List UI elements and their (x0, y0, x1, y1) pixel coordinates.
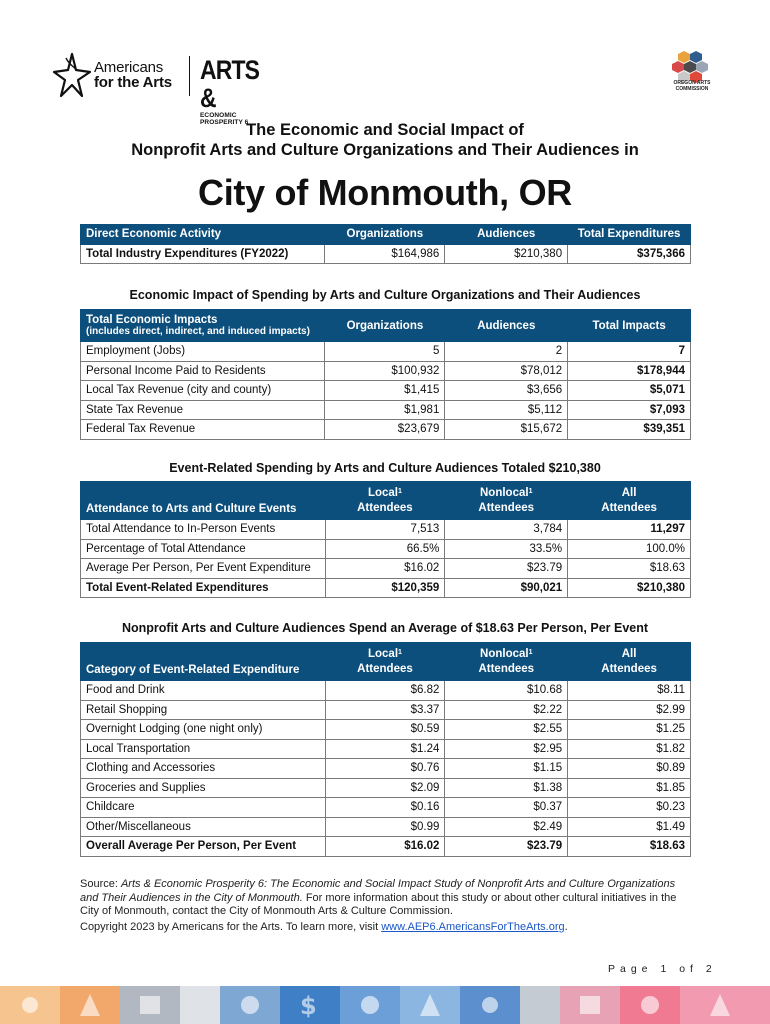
table-row: Employment (Jobs) 5 2 7 (81, 342, 691, 362)
table-header-row (81, 225, 691, 245)
report-title (0, 120, 770, 214)
table-row: Average Per Person, Per Event Expenditure $16.02 $23.79 $18.63 (81, 559, 691, 579)
table-row: Total Attendance to In-Person Events 7,513 3,784 11,297 (81, 520, 691, 540)
cell-value: $375,366 (568, 244, 691, 264)
table-row: Personal Income Paid to Residents $100,932 $78,012 $178,944 (81, 361, 691, 381)
americans-for-the-arts-logo (52, 52, 182, 100)
column-header-all: All Attendees (568, 482, 691, 520)
table-row: Retail Shopping $3.37 $2.22 $2.99 (81, 700, 691, 720)
table-row: Local Tax Revenue (city and county) $1,415 $3,656 $5,071 (81, 381, 691, 401)
table-total-row: Total Event-Related Expenditures $120,359 $90,021 $210,380 (81, 578, 691, 598)
table-row: Percentage of Total Attendance 66.5% 33.5% 100.0% (81, 539, 691, 559)
table-row (81, 244, 691, 264)
svg-text:$: $ (300, 992, 317, 1020)
table-header-row (81, 643, 691, 681)
column-header: Attendance to Arts and Culture Events (81, 482, 326, 520)
table-row: State Tax Revenue $1,981 $5,112 $7,093 (81, 400, 691, 420)
table-row: Other/Miscellaneous $0.99 $2.49 $1.49 (81, 817, 691, 837)
arts-economic-prosperity-logo (200, 55, 280, 126)
table-row: Food and Drink $6.82 $10.68 $8.11 (81, 681, 691, 701)
decorative-footer-band (0, 986, 770, 1024)
source-note: Source: Arts & Economic Prosperity 6: The Economic and Social Impact Study of Nonprofit Arts and Culture Organizations and Their Audiences in the City of Monmouth. For more information about this study or about other cultural initiatives in the City of Monmouth, contact the City of Monmouth Arts & Culture Commission. (80, 878, 677, 917)
table-row: Clothing and Accessories $0.76 $1.15 $0.89 (81, 759, 691, 779)
afta-line2: for the Arts (94, 74, 172, 91)
title-line-2: Nonprofit Arts and Culture Organizations and Their Audiences in (131, 141, 639, 159)
aep-logo-subtitle: ECONOMIC PROSPERITY 6 (200, 112, 249, 126)
table-row: Groceries and Supplies $2.09 $1.38 $1.85 (81, 778, 691, 798)
aep-logo-title: ARTS & (200, 55, 260, 113)
event-related-spending-table (80, 481, 691, 598)
column-header-nonlocal: Nonlocal$^1$ Attendees (445, 643, 568, 681)
spend-section-title: Nonprofit Arts and Culture Audiences Spend an Average of $18.63 Per Person, Per Event (121, 621, 649, 635)
table-row: Overnight Lodging (one night only) $0.59 $2.55 $1.25 (81, 720, 691, 740)
direct-economic-activity-table (80, 224, 691, 264)
cell-value: $164,986 (325, 244, 445, 264)
title-line-1: The Economic and Social Impact of (246, 121, 524, 139)
aep6-website-link[interactable]: www.AEP6.AmericansForTheArts.org (381, 921, 565, 933)
economic-impact-table (80, 309, 691, 440)
star-logo-icon (52, 52, 92, 98)
city-heading: City of Monmouth, OR (198, 172, 572, 213)
impact-section-title: Economic Impact of Spending by Arts and Culture Organizations and Their Audiences (129, 288, 641, 302)
copyright-note: Copyright 2023 by Americans for the Arts. To learn more, visit www.AEP6.AmericansForTheArts.org. (80, 921, 568, 933)
cell-value: $210,380 (445, 244, 568, 264)
source-title: Arts & Economic Prosperity 6: The Economic and Social Impact Study of Nonprofit Arts and Culture Organizations and Their Audiences in the City of Monmouth. (80, 878, 676, 904)
column-header: Organizations (325, 225, 445, 245)
table-row: Childcare $0.16 $0.37 $0.23 (81, 798, 691, 818)
event-section-title: Event-Related Spending by Arts and Culture Audiences Totaled $210,380 (169, 461, 601, 475)
oregon-arts-commission-label: OREGON ARTS COMMISSION (673, 80, 711, 92)
column-header: Total Economic Impacts (includes direct, indirect, and induced impacts) (81, 310, 325, 342)
table-header-row (81, 482, 691, 520)
row-label: Total Industry Expenditures (FY2022) (81, 244, 325, 264)
column-header-all: All Attendees (568, 643, 691, 681)
table-header-row (81, 310, 691, 342)
column-header-nonlocal: Nonlocal$^1$ Attendees (445, 482, 568, 520)
table-total-row: Overall Average Per Person, Per Event $16.02 $23.79 $18.63 (81, 837, 691, 857)
column-header: Total Impacts (568, 310, 691, 342)
column-header-local: Local$^1$ Attendees (325, 482, 445, 520)
column-header: Category of Event-Related Expenditure (81, 643, 326, 681)
logo-divider (189, 56, 190, 96)
column-header-local: Local$^1$ Attendees (325, 643, 445, 681)
afta-line1: Americans (94, 59, 164, 76)
page-number: Page 1 of 2 (608, 963, 717, 975)
column-header: Audiences (445, 310, 568, 342)
column-header: Audiences (445, 225, 568, 245)
table-row: Federal Tax Revenue $23,679 $15,672 $39,351 (81, 420, 691, 440)
column-header: Direct Economic Activity (81, 225, 325, 245)
expenditure-category-table (80, 642, 691, 857)
column-header: Organizations (325, 310, 445, 342)
column-header: Total Expenditures (568, 225, 691, 245)
table-row: Local Transportation $1.24 $2.95 $1.82 (81, 739, 691, 759)
page-header (0, 0, 770, 126)
